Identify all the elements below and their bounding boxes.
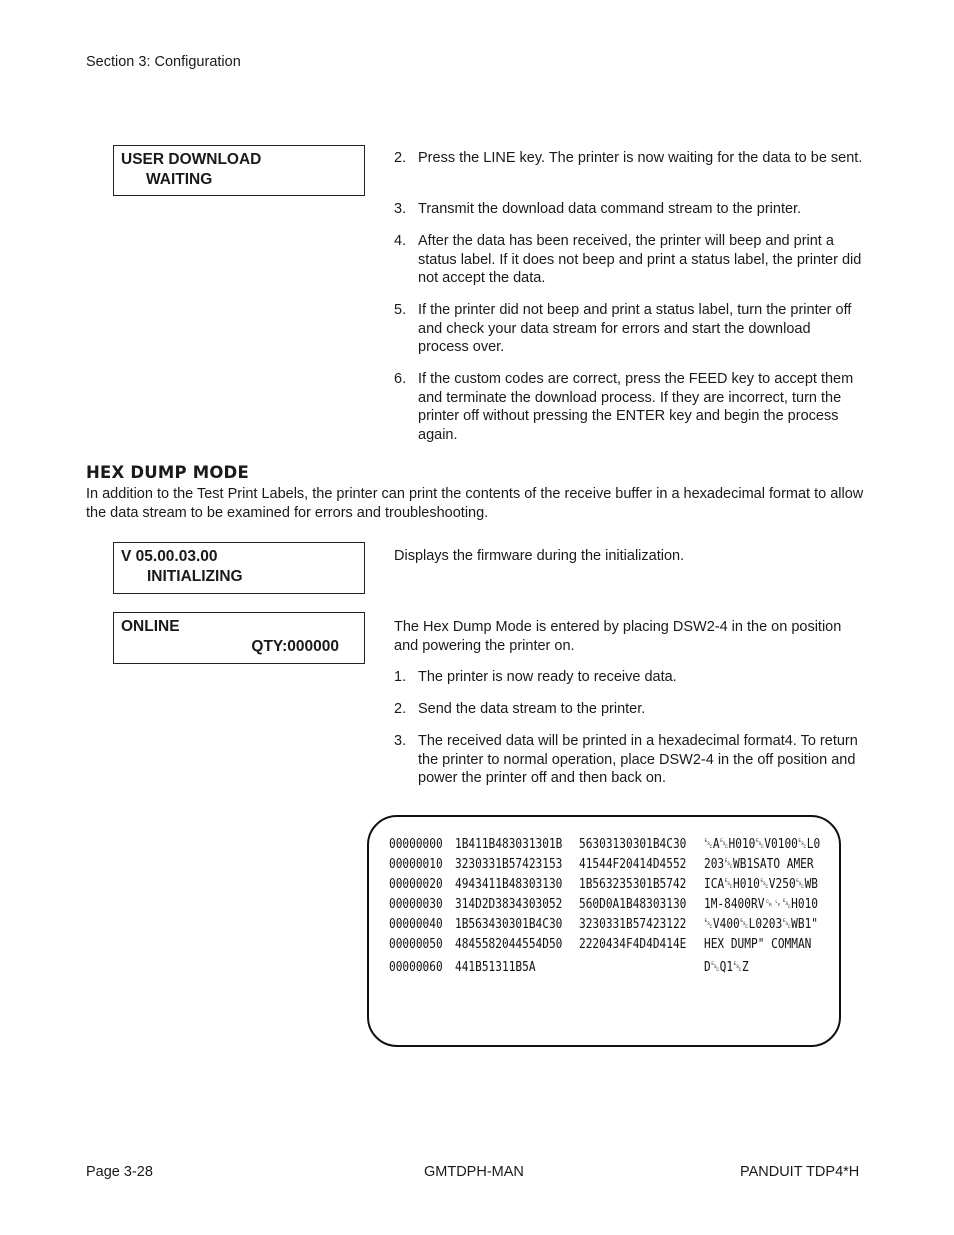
hex-address: 00000060 bbox=[389, 959, 443, 975]
hex-bytes-1: 4943411B48303130 bbox=[455, 876, 563, 892]
hex-bytes-2: 56303130301B4C30 bbox=[579, 836, 687, 852]
step-number: 5. bbox=[394, 302, 407, 318]
hex-bytes-2: 1B563235301B5742 bbox=[579, 876, 687, 892]
footer-product-name: PANDUIT TDP4*H bbox=[740, 1164, 860, 1180]
lcd-display-version bbox=[113, 542, 365, 594]
footer-page-number: Page 3-28 bbox=[86, 1164, 153, 1180]
step-text: The received data will be printed in a hexadecimal format4. To return the printer to normal operation, place DSW2-4 in the off position and power the printer off and then back on. bbox=[418, 733, 858, 787]
step-text: Send the data stream to the printer. bbox=[418, 701, 646, 717]
lcd-display-user-download bbox=[113, 145, 365, 196]
step-number: 3. bbox=[394, 733, 407, 749]
hex-bytes-2: 2220434F4D4D414E bbox=[579, 936, 687, 952]
step-text: After the data has been received, the printer will beep and print a status label. If it does not beep and print a status label, the printer did not accept the data. bbox=[418, 233, 862, 287]
lcd-line-1: ONLINE bbox=[121, 618, 180, 635]
hex-address: 00000050 bbox=[389, 936, 443, 952]
section-heading: HEX DUMP MODE bbox=[86, 463, 249, 482]
step-number: 2. bbox=[394, 150, 407, 166]
hex-ascii: ␛A␛H010␛V0100␛L0 bbox=[704, 836, 821, 852]
lcd-line-1: USER DOWNLOAD bbox=[121, 151, 262, 168]
hex-ascii: ICA␛H010␛V250␛WB bbox=[704, 876, 819, 892]
step-number: 3. bbox=[394, 201, 407, 217]
lcd-line-2: QTY:000000 bbox=[251, 638, 339, 655]
hex-address: 00000030 bbox=[389, 896, 443, 912]
hex-address: 00000040 bbox=[389, 916, 443, 932]
step-number: 1. bbox=[394, 669, 407, 685]
hex-ascii: HEX DUMP" COMMAN bbox=[704, 936, 812, 952]
step-text: Press the LINE key. The printer is now waiting for the data to be sent. bbox=[418, 150, 863, 166]
lcd-line-2: WAITING bbox=[146, 171, 213, 188]
hex-address: 00000020 bbox=[389, 876, 443, 892]
hex-address: 00000010 bbox=[389, 856, 443, 872]
step-text: If the printer did not beep and print a status label, turn the printer off and check your data stream for errors and start the download process over. bbox=[418, 302, 852, 356]
version-description: Displays the firmware during the initialization. bbox=[394, 548, 685, 564]
hex-mode-description: The Hex Dump Mode is entered by placing DSW2-4 in the on position and powering the printer on. bbox=[394, 619, 842, 654]
hex-ascii: 203␛WB1SATO AMER bbox=[704, 856, 814, 872]
hex-bytes-1: 1B411B483031301B bbox=[455, 836, 563, 852]
page-header: Section 3: Configuration bbox=[86, 54, 241, 70]
step-text: The printer is now ready to receive data. bbox=[418, 669, 677, 685]
hex-bytes-2: 3230331B57423122 bbox=[579, 916, 687, 932]
hex-ascii: ␛V400␛L0203␛WB1" bbox=[704, 916, 819, 932]
footer-document-code: GMTDPH-MAN bbox=[424, 1164, 524, 1180]
step-number: 2. bbox=[394, 701, 407, 717]
hex-bytes-1: 3230331B57423153 bbox=[455, 856, 563, 872]
hex-bytes-1: 4845582044554D50 bbox=[455, 936, 563, 952]
step-number: 4. bbox=[394, 233, 407, 249]
step-text: If the custom codes are correct, press the FEED key to accept them and terminate the download process. If they are incorrect, turn the printer off without pressing the ENTER key and begin the process again. bbox=[418, 371, 854, 443]
hex-ascii: D␛Q1␛Z bbox=[704, 959, 749, 975]
hex-bytes-1: 314D2D3834303052 bbox=[455, 896, 563, 912]
lcd-display-online bbox=[113, 612, 365, 664]
hex-bytes-2: 560D0A1B48303130 bbox=[579, 896, 687, 912]
step-text: Transmit the download data command stream to the printer. bbox=[418, 201, 802, 217]
hex-address: 00000000 bbox=[389, 836, 443, 852]
section-intro: In addition to the Test Print Labels, the printer can print the contents of the receive buffer in a hexadecimal format to allow the data stream to be examined for errors and troubleshooting. bbox=[86, 486, 864, 521]
hex-ascii: 1M-8400RV␍␊␛H010 bbox=[704, 896, 819, 912]
hex-bytes-1: 441B51311B5A bbox=[455, 959, 536, 975]
hex-bytes-1: 1B563430301B4C30 bbox=[455, 916, 563, 932]
hex-dump-printout bbox=[367, 815, 841, 1047]
step-number: 6. bbox=[394, 371, 407, 387]
lcd-line-1: V 05.00.03.00 bbox=[121, 548, 218, 565]
hex-bytes-2: 41544F20414D4552 bbox=[579, 856, 687, 872]
lcd-line-2: INITIALIZING bbox=[147, 568, 243, 585]
